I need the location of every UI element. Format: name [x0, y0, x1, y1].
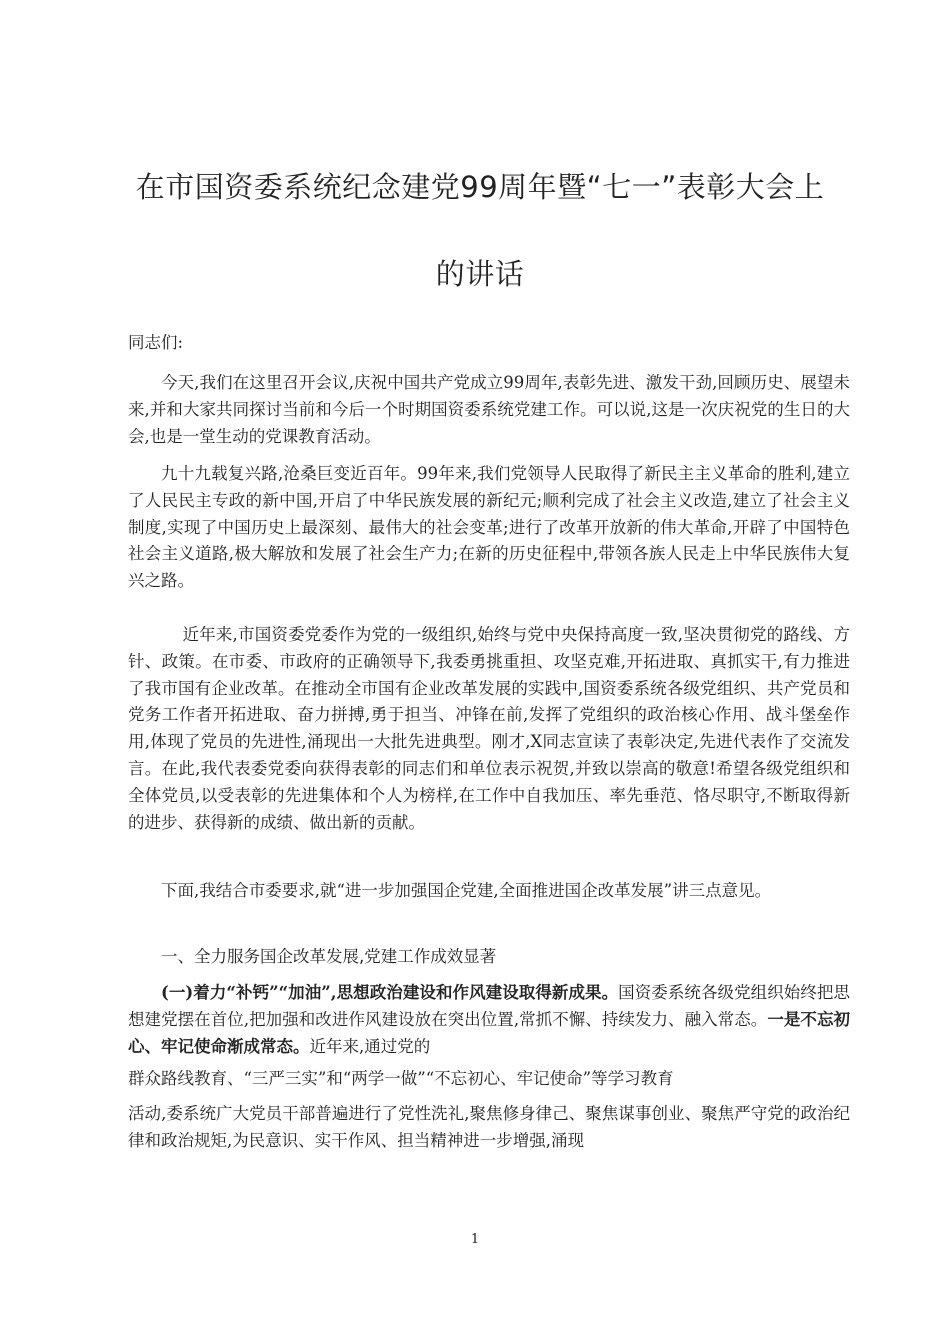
- page-number: 1: [470, 1232, 480, 1247]
- paragraph-1-block: [128, 370, 850, 450]
- document-title-line-2: 的讲话: [435, 257, 525, 291]
- greeting: 同志们:: [128, 333, 184, 352]
- paragraph-5-bold-mid: 一是不忘初心、牢记使命渐成常态。: [128, 1009, 850, 1056]
- paragraph-3-block: [128, 622, 850, 836]
- paragraph-5-text-a: 国资委系统各级党组织始终把思想建党摆在首位,把加强和改进作风建设放在突出位置,常抓不懈、持续发力、融入常态。: [128, 983, 850, 1029]
- paragraph-5-text-b: 近年来,通过党的: [309, 1036, 431, 1056]
- paragraph-5-block: [128, 980, 850, 1155]
- document-title-line-1: 在市国资委系统纪念建党99周年暨“七一”表彰大会上: [135, 170, 825, 204]
- paragraph-5-line-wide-2: 活动,委系统广大党员干部普遍进行了党性洗礼,聚焦修身律己、聚焦谋事创业、聚焦严守党的政治纪律和政治规矩,为民意识、实干作风、担当精神进一步增强,涌现: [128, 1104, 850, 1151]
- paragraph-1: 今天,我们在这里召开会议,庆祝中国共产党成立99周年,表彰先进、激发干劲,回顾历史、展望未来,并和大家共同探讨当前和今后一个时期国资委系统党建工作。可以说,这是一次庆祝党的生日的大会,也是一堂生动的党课教育活动。: [128, 373, 850, 446]
- paragraph-5-line-wide-1: 群众路线教育、“三严三实”和“两学一做”“不忘初心、牢记使命”等学习教育: [128, 1069, 674, 1089]
- section-heading: 一、全力服务国企改革发展,党建工作成效显著: [161, 947, 497, 966]
- paragraph-4-block: [128, 872, 850, 909]
- paragraph-4: 下面,我结合市委要求,就“进一步加强国企党建,全面推进国企改革发展”讲三点意见。: [161, 881, 772, 900]
- paragraph-2-block: [128, 461, 850, 595]
- paragraph-5-bold-lead: (一)着力“补钙”“加油”,思想政治建设和作风建设取得新成果。: [161, 983, 619, 1002]
- paragraph-5: [128, 980, 850, 1060]
- paragraph-2: 九十九载复兴路,沧桑巨变近百年。99年来,我们党领导人民取得了新民主主义革命的胜利,建立了人民民主专政的新中国,开启了中华民族发展的新纪元;顺利完成了社会主义改造,建立了社会主义制度,实现了中国历史上最深刻、最伟大的社会变革;进行了改革开放新的伟大革命,开辟了中国特色社会主义道路,极大解放和发展了社会生产力;在新的历史征程中,带领各族人民走上中华民族伟大复兴之路。: [128, 464, 850, 591]
- paragraph-3: 近年来,市国资委党委作为党的一级组织,始终与党中央保持高度一致,坚决贯彻党的路线、方针、政策。在市委、市政府的正确领导下,我委勇挑重担、攻坚克难,开拓进取、真抓实干,有力推进了我市国有企业改革。在推动全市国有企业改革发展的实践中,国资委系统各级党组织、共产党员和党务工作者开拓进取、奋力拼搏,勇于担当、冲锋在前,发挥了党组织的政治核心作用、战斗堡垒作用,体现了党员的先进性,涌现出一大批先进典型。刚才,X同志宣读了表彰决定,先进代表作了交流发言。在此,我代表委党委向获得表彰的同志们和单位表示祝贺,并致以崇高的敬意!希望各级党组织和全体党员,以受表彰的先进集体和个人为榜样,在工作中自我加压、率先垂范、恪尽职守,不断取得新的进步、获得新的成绩、做出新的贡献。: [128, 625, 850, 832]
